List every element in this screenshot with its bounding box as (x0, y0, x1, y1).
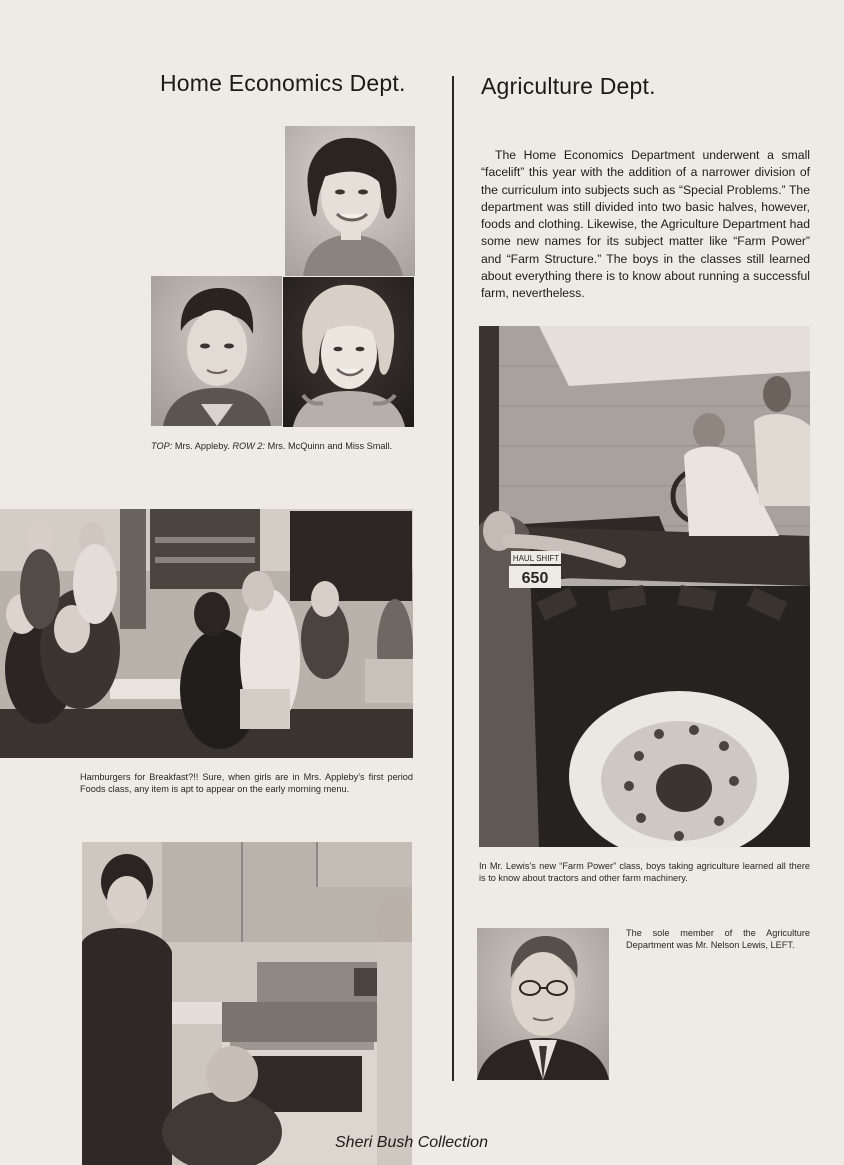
tractor-brand-text: HAUL SHIFT (512, 554, 560, 563)
tractor-caption: In Mr. Lewis’s new “Farm Power” class, boys taking agriculture learned all there is to know about tractors and other farm machinery. (479, 861, 810, 883)
row-caption-text: Mrs. McQuinn and Miss Small. (265, 441, 393, 451)
lewis-caption: The sole member of the Agriculture Department was Mr. Nelson Lewis, LEFT. (626, 928, 810, 950)
home-economics-heading: Home Economics Dept. (160, 70, 406, 96)
portraits-caption (151, 441, 414, 453)
portrait-mr-nelson-lewis (477, 928, 609, 1080)
top-caption-text: Mrs. Appleby. (172, 441, 233, 451)
foods-class-caption: Hamburgers for Breakfast?!! Sure, when girls are in Mrs. Appleby’s first period Foods class, any item is apt to appear on the early morning menu. (80, 772, 413, 794)
tractor-model-text: 650 (521, 570, 549, 587)
column-divider (452, 76, 454, 1081)
top-label: TOP: (151, 441, 173, 451)
tractor-class-photo (479, 326, 810, 847)
portrait-mrs-appleby (285, 126, 415, 276)
collection-watermark: Sheri Bush Collection (335, 1134, 488, 1151)
agriculture-heading: Agriculture Dept. (481, 73, 656, 99)
kitchen-demo-photo (82, 842, 412, 1165)
intro-paragraph: The Home Economics Department underwent a small “facelift” this year with the addition of a narrower division of the curriculum into subjects such as “Special Problems.” The department was still divided into two basic halves, however, foods and clothing. Likewise, the Agriculture Department had some new names for its subject matter like “Farm Power” and “Farm Structure.” The boys in the classes still learned about everything there is to know about running a successful farm, nevertheless. (481, 148, 810, 301)
row-label: ROW 2: (232, 441, 266, 451)
foods-class-photo (0, 509, 413, 758)
portrait-miss-small (283, 277, 414, 427)
portrait-mrs-mcquinn (151, 276, 282, 426)
